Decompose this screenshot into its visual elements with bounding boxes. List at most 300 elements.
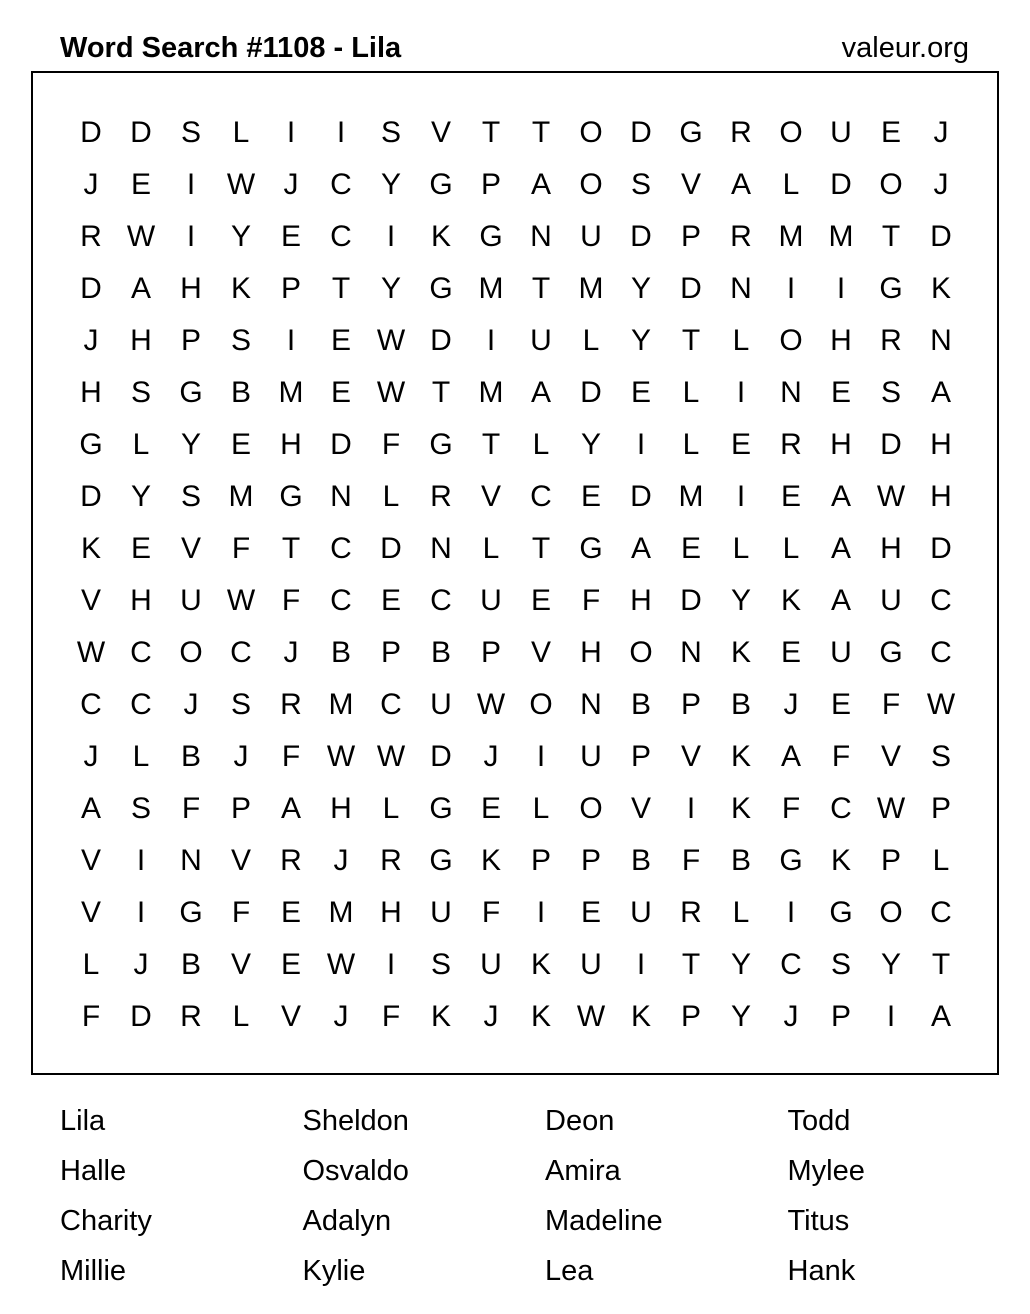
grid-cell[interactable]: P [580,844,601,877]
grid-cell[interactable]: V [680,740,701,773]
grid-cell[interactable]: D [380,532,402,565]
grid-cell[interactable]: E [130,168,151,201]
grid-cell[interactable]: B [630,844,651,877]
grid-cell[interactable]: J [83,168,99,201]
grid-cell[interactable]: D [930,220,952,253]
grid-cell[interactable]: K [430,1000,451,1033]
grid-cell[interactable]: V [280,1000,301,1033]
grid-cell[interactable]: C [930,896,952,929]
grid-cell[interactable]: O [179,636,203,669]
grid-cell[interactable]: U [430,896,452,929]
grid-cell[interactable]: T [681,948,701,981]
grid-cell[interactable]: W [126,220,156,253]
grid-cell[interactable]: R [280,844,302,877]
grid-cell[interactable]: O [879,896,903,929]
grid-cell[interactable]: H [930,480,952,513]
grid-cell[interactable]: A [930,376,951,409]
grid-cell[interactable]: H [930,428,952,461]
grid-cell[interactable]: F [681,844,701,877]
grid-cell[interactable]: S [230,688,251,721]
grid-cell[interactable]: L [732,324,750,357]
grid-cell[interactable]: J [783,1000,799,1033]
grid-cell[interactable]: S [130,792,151,825]
grid-cell[interactable]: G [579,532,603,565]
grid-cell[interactable]: Y [630,324,651,357]
grid-cell[interactable]: W [376,740,406,773]
grid-cell[interactable]: U [530,324,552,357]
grid-cell[interactable]: L [232,1000,250,1033]
grid-cell[interactable]: T [431,376,451,409]
grid-cell[interactable]: I [686,792,696,825]
grid-cell[interactable]: S [430,948,451,981]
grid-cell[interactable]: Y [730,584,751,617]
grid-cell[interactable]: D [130,116,152,149]
grid-cell[interactable]: E [580,480,601,513]
grid-cell[interactable]: N [730,272,752,305]
grid-cell[interactable]: K [530,1000,551,1033]
grid-cell[interactable]: I [636,948,646,981]
grid-cell[interactable]: T [531,272,551,305]
grid-cell[interactable]: A [80,792,101,825]
grid-cell[interactable]: C [430,584,452,617]
grid-cell[interactable]: D [680,584,702,617]
grid-cell[interactable]: F [381,428,401,461]
grid-cell[interactable]: S [380,116,401,149]
grid-cell[interactable]: W [76,636,106,669]
grid-cell[interactable]: U [580,948,602,981]
grid-cell[interactable]: V [80,844,101,877]
grid-cell[interactable]: C [930,636,952,669]
grid-cell[interactable]: E [580,896,601,929]
grid-cell[interactable]: B [180,948,201,981]
grid-cell[interactable]: G [429,428,453,461]
grid-cell[interactable]: M [778,220,804,253]
grid-cell[interactable]: D [130,1000,152,1033]
grid-cell[interactable]: C [80,688,102,721]
grid-cell[interactable]: L [932,844,950,877]
grid-cell[interactable]: J [933,168,949,201]
grid-cell[interactable]: E [880,116,901,149]
grid-cell[interactable]: D [330,428,352,461]
grid-cell[interactable]: L [532,428,550,461]
grid-cell[interactable]: V [880,740,901,773]
grid-cell[interactable]: R [780,428,802,461]
grid-cell[interactable]: H [280,428,302,461]
grid-cell[interactable]: K [630,1000,651,1033]
grid-cell[interactable]: L [382,792,400,825]
grid-cell[interactable]: I [336,116,346,149]
grid-cell[interactable]: J [283,168,299,201]
grid-cell[interactable]: W [876,792,906,825]
grid-cell[interactable]: F [481,896,501,929]
grid-cell[interactable]: U [630,896,652,929]
grid-cell[interactable]: R [180,1000,202,1033]
grid-cell[interactable]: W [476,688,506,721]
grid-cell[interactable]: E [630,376,651,409]
grid-cell[interactable]: Y [730,948,751,981]
grid-cell[interactable]: A [730,168,751,201]
grid-cell[interactable]: T [531,532,551,565]
grid-cell[interactable]: S [830,948,851,981]
grid-cell[interactable]: B [630,688,651,721]
grid-cell[interactable]: I [386,220,396,253]
grid-cell[interactable]: D [630,480,652,513]
grid-cell[interactable]: L [132,428,150,461]
grid-cell[interactable]: B [730,844,751,877]
grid-cell[interactable]: K [430,220,451,253]
grid-cell[interactable]: G [879,272,903,305]
grid-cell[interactable]: N [430,532,452,565]
grid-cell[interactable]: E [480,792,501,825]
grid-cell[interactable]: L [482,532,500,565]
grid-cell[interactable]: U [580,740,602,773]
grid-cell[interactable]: J [483,1000,499,1033]
grid-cell[interactable]: M [278,376,304,409]
grid-cell[interactable]: P [630,740,651,773]
grid-cell[interactable]: E [280,220,301,253]
grid-cell[interactable]: C [380,688,402,721]
grid-cell[interactable]: P [280,272,301,305]
grid-cell[interactable]: P [680,688,701,721]
grid-cell[interactable]: H [830,324,852,357]
grid-cell[interactable]: P [530,844,551,877]
grid-cell[interactable]: P [230,792,251,825]
grid-cell[interactable]: O [779,116,803,149]
grid-cell[interactable]: V [230,948,251,981]
grid-cell[interactable]: V [680,168,701,201]
grid-cell[interactable]: L [732,532,750,565]
grid-cell[interactable]: S [130,376,151,409]
grid-cell[interactable]: M [478,376,504,409]
grid-cell[interactable]: W [376,376,406,409]
grid-cell[interactable]: J [133,948,149,981]
grid-cell[interactable]: M [578,272,604,305]
grid-cell[interactable]: C [330,532,352,565]
grid-cell[interactable]: B [180,740,201,773]
grid-cell[interactable]: V [430,116,451,149]
grid-cell[interactable]: P [830,1000,851,1033]
grid-cell[interactable]: R [430,480,452,513]
grid-cell[interactable]: I [136,896,146,929]
grid-cell[interactable]: J [933,116,949,149]
grid-cell[interactable]: L [382,480,400,513]
grid-cell[interactable]: C [330,168,352,201]
grid-cell[interactable]: T [481,428,501,461]
grid-cell[interactable]: C [330,220,352,253]
grid-cell[interactable]: T [881,220,901,253]
grid-cell[interactable]: A [130,272,151,305]
grid-cell[interactable]: W [376,324,406,357]
grid-cell[interactable]: J [183,688,199,721]
grid-cell[interactable]: Y [730,1000,751,1033]
grid-cell[interactable]: W [326,740,356,773]
grid-cell[interactable]: T [681,324,701,357]
grid-cell[interactable]: N [180,844,202,877]
grid-cell[interactable]: G [479,220,503,253]
grid-cell[interactable]: P [380,636,401,669]
grid-cell[interactable]: S [880,376,901,409]
grid-cell[interactable]: D [680,272,702,305]
grid-cell[interactable]: M [228,480,254,513]
grid-cell[interactable]: K [480,844,501,877]
grid-cell[interactable]: T [531,116,551,149]
grid-cell[interactable]: G [429,272,453,305]
grid-cell[interactable]: G [279,480,303,513]
grid-cell[interactable]: D [880,428,902,461]
grid-cell[interactable]: Y [380,272,401,305]
grid-cell[interactable]: R [680,896,702,929]
grid-cell[interactable]: D [80,116,102,149]
grid-cell[interactable]: A [530,168,551,201]
grid-cell[interactable]: N [780,376,802,409]
grid-cell[interactable]: M [478,272,504,305]
grid-cell[interactable]: D [630,220,652,253]
grid-cell[interactable]: D [80,272,102,305]
grid-cell[interactable]: D [430,324,452,357]
grid-cell[interactable]: U [430,688,452,721]
grid-cell[interactable]: I [636,428,646,461]
grid-cell[interactable]: B [330,636,351,669]
grid-cell[interactable]: G [679,116,703,149]
grid-cell[interactable]: U [180,584,202,617]
grid-cell[interactable]: C [830,792,852,825]
grid-cell[interactable]: I [286,116,296,149]
grid-cell[interactable]: H [330,792,352,825]
grid-cell[interactable]: V [230,844,251,877]
grid-cell[interactable]: E [680,532,701,565]
grid-cell[interactable]: I [536,740,546,773]
grid-cell[interactable]: I [536,896,546,929]
grid-cell[interactable]: A [830,532,851,565]
grid-cell[interactable]: J [283,636,299,669]
grid-cell[interactable]: O [879,168,903,201]
grid-cell[interactable]: P [480,636,501,669]
grid-cell[interactable]: L [682,428,700,461]
grid-cell[interactable]: J [233,740,249,773]
grid-cell[interactable]: J [83,740,99,773]
grid-cell[interactable]: V [630,792,651,825]
grid-cell[interactable]: I [186,220,196,253]
grid-cell[interactable]: F [581,584,601,617]
grid-cell[interactable]: R [880,324,902,357]
grid-cell[interactable]: A [280,792,301,825]
grid-cell[interactable]: L [82,948,100,981]
grid-cell[interactable]: V [80,896,101,929]
grid-cell[interactable]: W [926,688,956,721]
grid-cell[interactable]: F [881,688,901,721]
grid-cell[interactable]: L [732,896,750,929]
grid-cell[interactable]: G [429,844,453,877]
grid-cell[interactable]: O [579,792,603,825]
grid-cell[interactable]: H [80,376,102,409]
grid-cell[interactable]: L [782,168,800,201]
grid-cell[interactable]: B [430,636,451,669]
grid-cell[interactable]: F [231,896,251,929]
grid-cell[interactable]: Y [180,428,201,461]
grid-cell[interactable]: Y [880,948,901,981]
grid-cell[interactable]: L [782,532,800,565]
grid-cell[interactable]: S [630,168,651,201]
grid-cell[interactable]: V [80,584,101,617]
grid-cell[interactable]: E [230,428,251,461]
grid-cell[interactable]: C [130,688,152,721]
grid-cell[interactable]: E [780,636,801,669]
grid-cell[interactable]: D [930,532,952,565]
grid-cell[interactable]: L [532,792,550,825]
grid-cell[interactable]: A [830,480,851,513]
grid-cell[interactable]: P [880,844,901,877]
grid-cell[interactable]: U [830,636,852,669]
grid-cell[interactable]: G [429,792,453,825]
grid-cell[interactable]: K [80,532,101,565]
grid-cell[interactable]: J [333,844,349,877]
grid-cell[interactable]: F [281,740,301,773]
grid-cell[interactable]: S [230,324,251,357]
grid-cell[interactable]: M [678,480,704,513]
grid-cell[interactable]: L [682,376,700,409]
grid-cell[interactable]: N [580,688,602,721]
grid-cell[interactable]: I [136,844,146,877]
grid-cell[interactable]: H [880,532,902,565]
grid-cell[interactable]: K [830,844,851,877]
grid-cell[interactable]: E [330,376,351,409]
grid-cell[interactable]: O [779,324,803,357]
grid-cell[interactable]: N [330,480,352,513]
grid-cell[interactable]: V [480,480,501,513]
grid-cell[interactable]: C [780,948,802,981]
grid-cell[interactable]: F [231,532,251,565]
grid-cell[interactable]: K [530,948,551,981]
grid-cell[interactable]: K [730,636,751,669]
grid-cell[interactable]: C [930,584,952,617]
grid-cell[interactable]: I [186,168,196,201]
grid-cell[interactable]: Y [230,220,251,253]
grid-cell[interactable]: E [280,896,301,929]
grid-cell[interactable]: V [180,532,201,565]
grid-cell[interactable]: I [486,324,496,357]
grid-cell[interactable]: I [386,948,396,981]
grid-cell[interactable]: D [580,376,602,409]
grid-cell[interactable]: K [730,740,751,773]
grid-cell[interactable]: R [380,844,402,877]
grid-cell[interactable]: I [886,1000,896,1033]
grid-cell[interactable]: V [530,636,551,669]
grid-cell[interactable]: F [281,584,301,617]
grid-cell[interactable]: B [730,688,751,721]
grid-cell[interactable]: R [80,220,102,253]
grid-cell[interactable]: Y [580,428,601,461]
grid-cell[interactable]: P [680,1000,701,1033]
grid-cell[interactable]: I [736,376,746,409]
grid-cell[interactable]: F [81,1000,101,1033]
grid-cell[interactable]: K [780,584,801,617]
grid-cell[interactable]: O [529,688,553,721]
grid-cell[interactable]: O [579,116,603,149]
grid-cell[interactable]: I [836,272,846,305]
grid-cell[interactable]: E [280,948,301,981]
grid-cell[interactable]: I [286,324,296,357]
grid-cell[interactable]: P [480,168,501,201]
grid-cell[interactable]: F [831,740,851,773]
grid-cell[interactable]: U [480,584,502,617]
grid-cell[interactable]: H [180,272,202,305]
grid-cell[interactable]: S [930,740,951,773]
grid-cell[interactable]: L [232,116,250,149]
grid-cell[interactable]: R [280,688,302,721]
grid-cell[interactable]: G [179,896,203,929]
grid-cell[interactable]: G [879,636,903,669]
grid-cell[interactable]: N [930,324,952,357]
grid-cell[interactable]: P [180,324,201,357]
grid-cell[interactable]: J [483,740,499,773]
grid-cell[interactable]: C [330,584,352,617]
grid-cell[interactable]: S [180,480,201,513]
grid-cell[interactable]: F [781,792,801,825]
grid-cell[interactable]: E [530,584,551,617]
grid-cell[interactable]: J [783,688,799,721]
grid-cell[interactable]: C [530,480,552,513]
grid-cell[interactable]: T [331,272,351,305]
grid-cell[interactable]: G [79,428,103,461]
grid-cell[interactable]: W [876,480,906,513]
grid-cell[interactable]: H [380,896,402,929]
grid-cell[interactable]: T [281,532,301,565]
grid-cell[interactable]: E [780,480,801,513]
grid-cell[interactable]: I [736,480,746,513]
grid-cell[interactable]: E [130,532,151,565]
grid-cell[interactable]: A [830,584,851,617]
grid-cell[interactable]: M [328,896,354,929]
grid-cell[interactable]: G [179,376,203,409]
grid-cell[interactable]: D [630,116,652,149]
grid-cell[interactable]: J [333,1000,349,1033]
grid-cell[interactable]: O [579,168,603,201]
grid-cell[interactable]: A [780,740,801,773]
grid-cell[interactable]: D [830,168,852,201]
grid-cell[interactable]: L [582,324,600,357]
grid-cell[interactable]: H [130,324,152,357]
grid-cell[interactable]: D [430,740,452,773]
grid-cell[interactable]: C [230,636,252,669]
grid-cell[interactable]: J [83,324,99,357]
grid-cell[interactable]: G [429,168,453,201]
grid-cell[interactable]: Y [130,480,151,513]
grid-cell[interactable]: R [730,220,752,253]
grid-cell[interactable]: A [630,532,651,565]
grid-cell[interactable]: Y [630,272,651,305]
grid-cell[interactable]: L [132,740,150,773]
grid-cell[interactable]: E [380,584,401,617]
grid-cell[interactable]: U [830,116,852,149]
grid-cell[interactable]: N [680,636,702,669]
grid-cell[interactable]: A [930,1000,951,1033]
grid-cell[interactable]: O [629,636,653,669]
grid-cell[interactable]: Y [380,168,401,201]
grid-cell[interactable]: H [830,428,852,461]
grid-cell[interactable]: G [779,844,803,877]
grid-cell[interactable]: K [730,792,751,825]
grid-cell[interactable]: U [480,948,502,981]
grid-cell[interactable]: K [230,272,251,305]
grid-cell[interactable]: M [328,688,354,721]
grid-cell[interactable]: E [330,324,351,357]
grid-cell[interactable]: A [530,376,551,409]
grid-cell[interactable]: W [326,948,356,981]
grid-cell[interactable]: M [828,220,854,253]
grid-cell[interactable]: T [931,948,951,981]
grid-cell[interactable]: F [381,1000,401,1033]
grid-cell[interactable]: R [730,116,752,149]
